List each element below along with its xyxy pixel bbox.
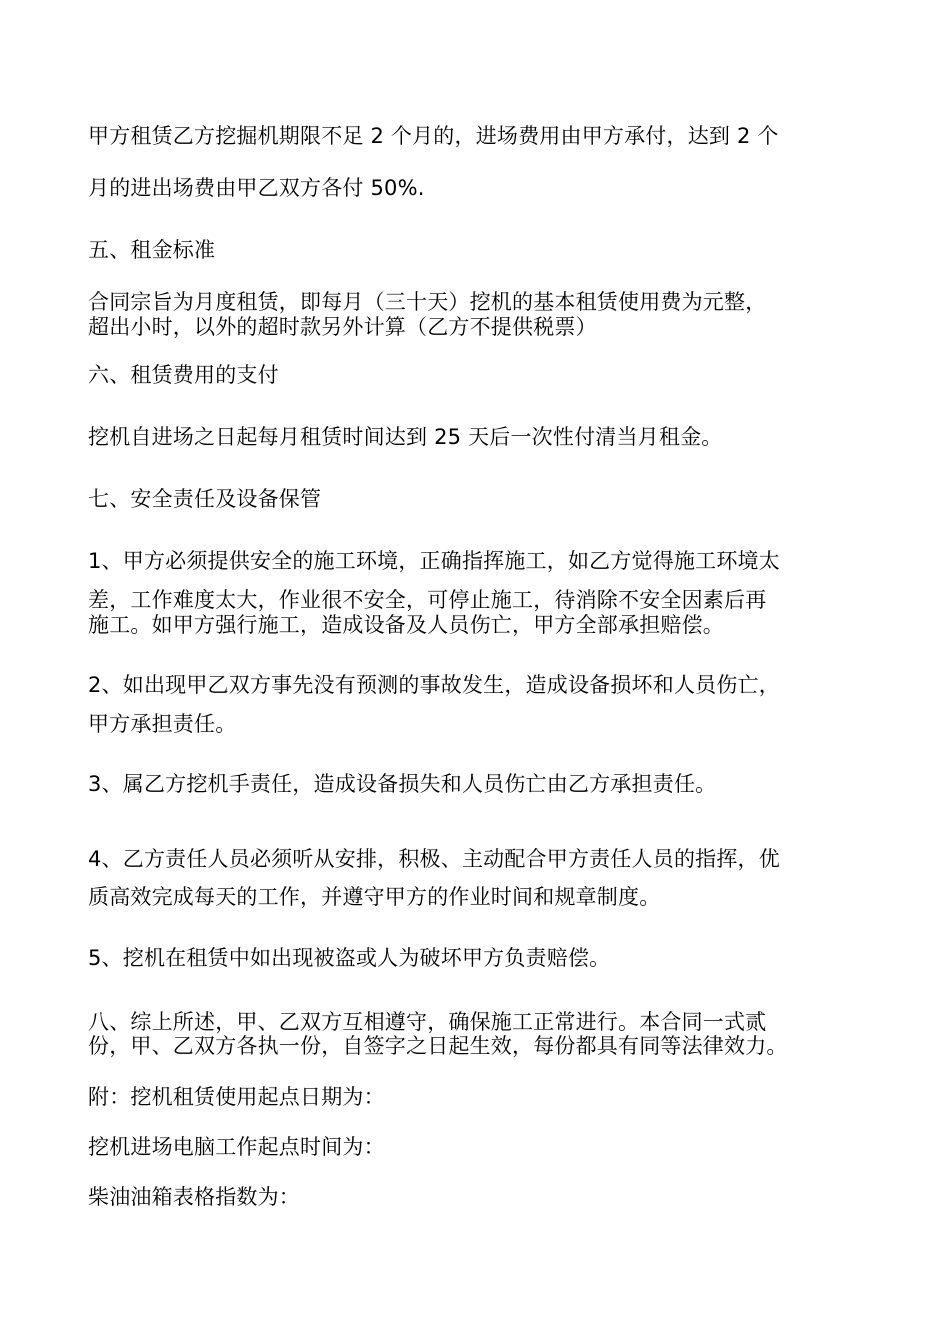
text-line: 甲方租赁乙方挖掘机期限不足 2 个月的，进场费用由甲方承付，达到 2 个 xyxy=(88,124,779,148)
section-heading-rent-standard: 五、租金标准 xyxy=(88,238,216,262)
text-line: 2、如出现甲乙双方事先没有预测的事故发生，造成设备损坏和人员伤亡， xyxy=(88,673,780,697)
text-line: 超出小时，以外的超时款另外计算（乙方不提供税票） xyxy=(88,315,597,339)
appendix-fuel-index-label: 柴油油箱表格指数为： xyxy=(88,1185,300,1209)
text-line: 合同宗旨为月度租赁，即每月（三十天）挖机的基本租赁使用费为元整， xyxy=(88,290,767,314)
section-heading-safety: 七、安全责任及设备保管 xyxy=(88,487,322,511)
text-line: 4、乙方责任人员必须听从安排，积极、主动配合甲方责任人员的指挥，优 xyxy=(88,847,780,871)
text-line: 3、属乙方挖机手责任，造成设备损失和人员伤亡由乙方承担责任。 xyxy=(88,772,717,796)
text-line: 份，甲、乙双方各执一份，自签字之日起生效，每份都具有同等法律效力。 xyxy=(88,1034,788,1058)
text-line: 施工。如甲方强行施工，造成设备及人员伤亡，甲方全部承担赔偿。 xyxy=(88,613,724,637)
text-line: 质高效完成每天的工作，并遵守甲方的作业时间和规章制度。 xyxy=(88,885,661,909)
section-heading-summary: 八、综上所述，甲、乙双方互相遵守，确保施工正常进行。本合同一式贰 xyxy=(88,1010,767,1034)
text-line: 甲方承担责任。 xyxy=(88,712,237,736)
text-line: 5、挖机在租赁中如出现被盗或人为破坏甲方负责赔偿。 xyxy=(88,946,611,970)
text-line: 挖机自进场之日起每月租赁时间达到 25 天后一次性付清当月租金。 xyxy=(88,425,723,449)
text-line: 差，工作难度太大，作业很不安全，可停止施工，待消除不安全因素后再 xyxy=(88,588,767,612)
text-line: 月的进出场费由甲乙双方各付 50%. xyxy=(88,176,425,200)
section-heading-payment: 六、租赁费用的支付 xyxy=(88,363,279,387)
text-line: 1、甲方必须提供安全的施工环境，正确指挥施工，如乙方觉得施工环境太 xyxy=(88,549,780,573)
appendix-start-time-label: 挖机进场电脑工作起点时间为： xyxy=(88,1135,385,1159)
appendix-start-date-label: 附：挖机租赁使用起点日期为： xyxy=(88,1085,385,1109)
